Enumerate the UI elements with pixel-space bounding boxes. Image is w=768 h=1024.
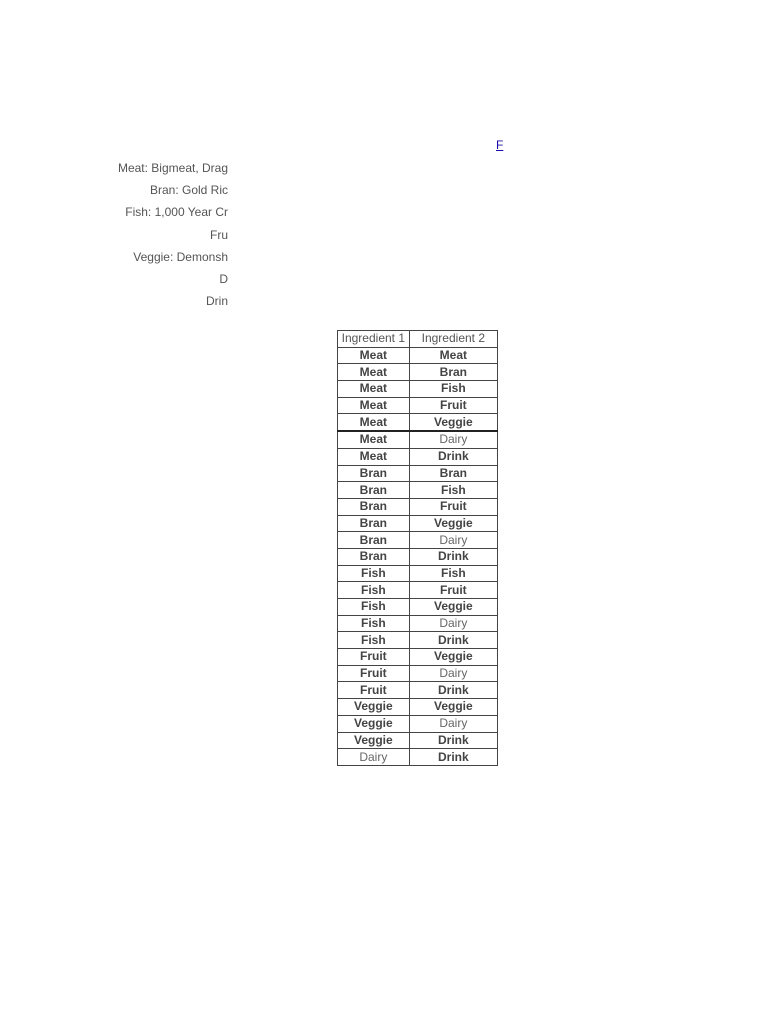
table-row (338, 565, 498, 582)
ingredient-1-cell: Bran (338, 532, 410, 549)
table-row (338, 515, 498, 532)
ingredient-2-cell: Bran (409, 465, 497, 482)
ingredient-1-cell: Bran (338, 515, 410, 532)
table-row (338, 347, 498, 364)
ingredient-1-cell: Veggie (338, 732, 410, 749)
table-row (338, 532, 498, 549)
description-veggie: Veggie: Demonsh (133, 250, 228, 264)
table-row (338, 699, 498, 716)
ingredient-1-cell: Fish (338, 582, 410, 599)
ingredient-2-cell: Drink (409, 749, 497, 766)
ingredient-2-cell: Drink (409, 548, 497, 565)
description-fish: Fish: 1,000 Year Cr (125, 205, 228, 219)
ingredient-1-cell: Bran (338, 548, 410, 565)
description-fruit: Fru (210, 228, 228, 242)
ingredient-2-cell: Drink (409, 632, 497, 649)
table-row (338, 582, 498, 599)
table-row (338, 498, 498, 515)
ingredient-1-cell: Bran (338, 498, 410, 515)
ingredient-1-cell: Fruit (338, 682, 410, 699)
table-row (338, 548, 498, 565)
ingredient-1-cell: Meat (338, 381, 410, 398)
column-header-ingredient-1: Ingredient 1 (338, 331, 410, 348)
ingredient-2-cell: Dairy (409, 532, 497, 549)
table-row (338, 649, 498, 666)
ingredient-1-cell: Fish (338, 632, 410, 649)
ingredient-2-cell: Veggie (409, 699, 497, 716)
ingredient-2-cell: Drink (409, 682, 497, 699)
ingredient-1-cell: Bran (338, 482, 410, 499)
table-header-row (338, 331, 498, 348)
table-row (338, 715, 498, 732)
ingredient-1-cell: Fish (338, 565, 410, 582)
ingredient-1-cell: Meat (338, 397, 410, 414)
table-row (338, 448, 498, 465)
table-row (338, 381, 498, 398)
ingredient-2-cell: Meat (409, 347, 497, 364)
ingredient-1-cell: Meat (338, 414, 410, 431)
ingredient-1-cell: Meat (338, 431, 410, 448)
table-row (338, 599, 498, 616)
ingredient-1-cell: Fruit (338, 649, 410, 666)
description-dairy: D (219, 272, 228, 286)
table-row (338, 632, 498, 649)
ingredient-1-cell: Fish (338, 615, 410, 632)
table-body (338, 347, 498, 765)
ingredient-2-cell: Dairy (409, 431, 497, 448)
ingredient-1-cell: Meat (338, 448, 410, 465)
ingredient-2-cell: Veggie (409, 515, 497, 532)
table-row (338, 665, 498, 682)
table-row (338, 682, 498, 699)
ingredient-1-cell: Meat (338, 347, 410, 364)
table-row (338, 615, 498, 632)
ingredient-2-cell: Fruit (409, 582, 497, 599)
ingredient-2-cell: Fish (409, 565, 497, 582)
ingredient-2-cell: Drink (409, 732, 497, 749)
header-link[interactable]: F (496, 138, 504, 152)
ingredient-2-cell: Veggie (409, 649, 497, 666)
table-row (338, 431, 498, 448)
table-row (338, 732, 498, 749)
table-row (338, 397, 498, 414)
ingredient-combination-table (337, 330, 498, 766)
ingredient-2-cell: Veggie (409, 599, 497, 616)
ingredient-1-cell: Fruit (338, 665, 410, 682)
table-row (338, 482, 498, 499)
ingredient-1-cell: Dairy (338, 749, 410, 766)
ingredient-2-cell: Fruit (409, 498, 497, 515)
ingredient-2-cell: Veggie (409, 414, 497, 431)
ingredient-2-cell: Dairy (409, 615, 497, 632)
table-row (338, 465, 498, 482)
description-meat: Meat: Bigmeat, Drag (117, 161, 228, 175)
description-bran: Bran: Gold Ric (149, 183, 228, 197)
description-drink: Drin (205, 294, 228, 308)
ingredient-1-cell: Veggie (338, 699, 410, 716)
ingredient-1-cell: Meat (338, 364, 410, 381)
ingredient-2-cell: Dairy (409, 715, 497, 732)
ingredient-2-cell: Fruit (409, 397, 497, 414)
column-header-ingredient-2: Ingredient 2 (409, 331, 497, 348)
ingredient-2-cell: Dairy (409, 665, 497, 682)
ingredient-2-cell: Fish (409, 482, 497, 499)
ingredient-1-cell: Veggie (338, 715, 410, 732)
table-row (338, 749, 498, 766)
ingredient-2-cell: Drink (409, 448, 497, 465)
table-row (338, 364, 498, 381)
ingredient-2-cell: Fish (409, 381, 497, 398)
ingredient-1-cell: Bran (338, 465, 410, 482)
ingredient-1-cell: Fish (338, 599, 410, 616)
ingredient-2-cell: Bran (409, 364, 497, 381)
table-row (338, 414, 498, 431)
